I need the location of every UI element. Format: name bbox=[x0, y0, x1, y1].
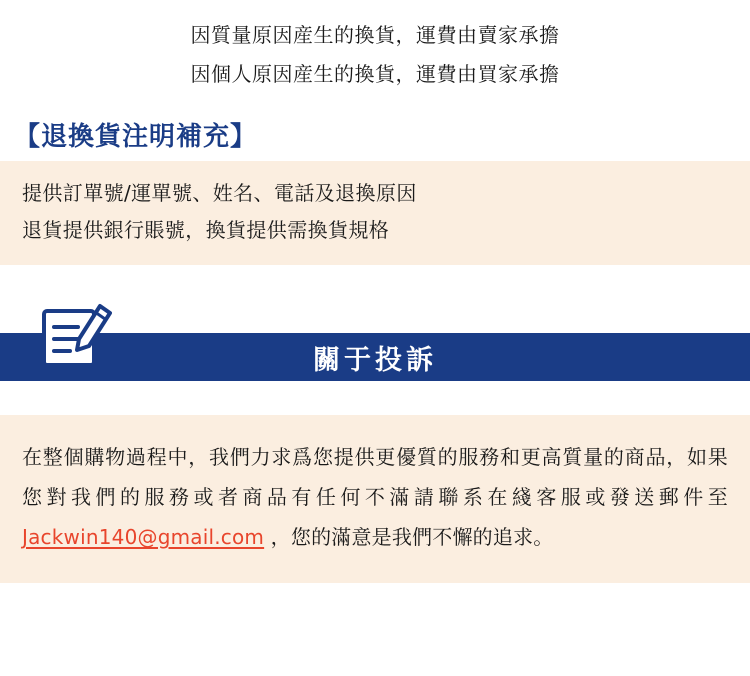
top-note-line: 因質量原因産生的換貨，運費由賣家承擔 bbox=[190, 23, 560, 47]
complaint-text-box bbox=[0, 415, 750, 583]
top-notes-block bbox=[0, 0, 750, 94]
return-note-box bbox=[0, 161, 750, 265]
return-note-line: 提供訂單號/運單號、姓名、電話及退換原因 bbox=[22, 181, 417, 205]
pencil-note-icon bbox=[38, 299, 112, 373]
complaint-banner-title: 關于投訴 bbox=[313, 344, 437, 376]
top-note-line: 因個人原因産生的換貨，運費由買家承擔 bbox=[190, 62, 560, 86]
return-note-line: 退貨提供銀行賬號，換貨提供需換貨規格 bbox=[22, 218, 390, 242]
return-note-heading: 【退換貨注明補充】 bbox=[14, 122, 258, 152]
complaint-paragraph bbox=[22, 437, 728, 557]
complaint-banner-bar bbox=[0, 333, 750, 381]
complaint-banner bbox=[0, 321, 750, 391]
complaint-text-before: 在整個購物過程中，我們力求爲您提供更優質的服務和更高質量的商品，如果您對我們的服務或者商品有任何不滿請聯系在綫客服或發送郵件至 bbox=[22, 445, 728, 509]
support-email[interactable]: Jackwin140@gmail.com bbox=[22, 525, 265, 549]
complaint-text-after: ，您的滿意是我們不懈的追求。 bbox=[264, 525, 554, 549]
